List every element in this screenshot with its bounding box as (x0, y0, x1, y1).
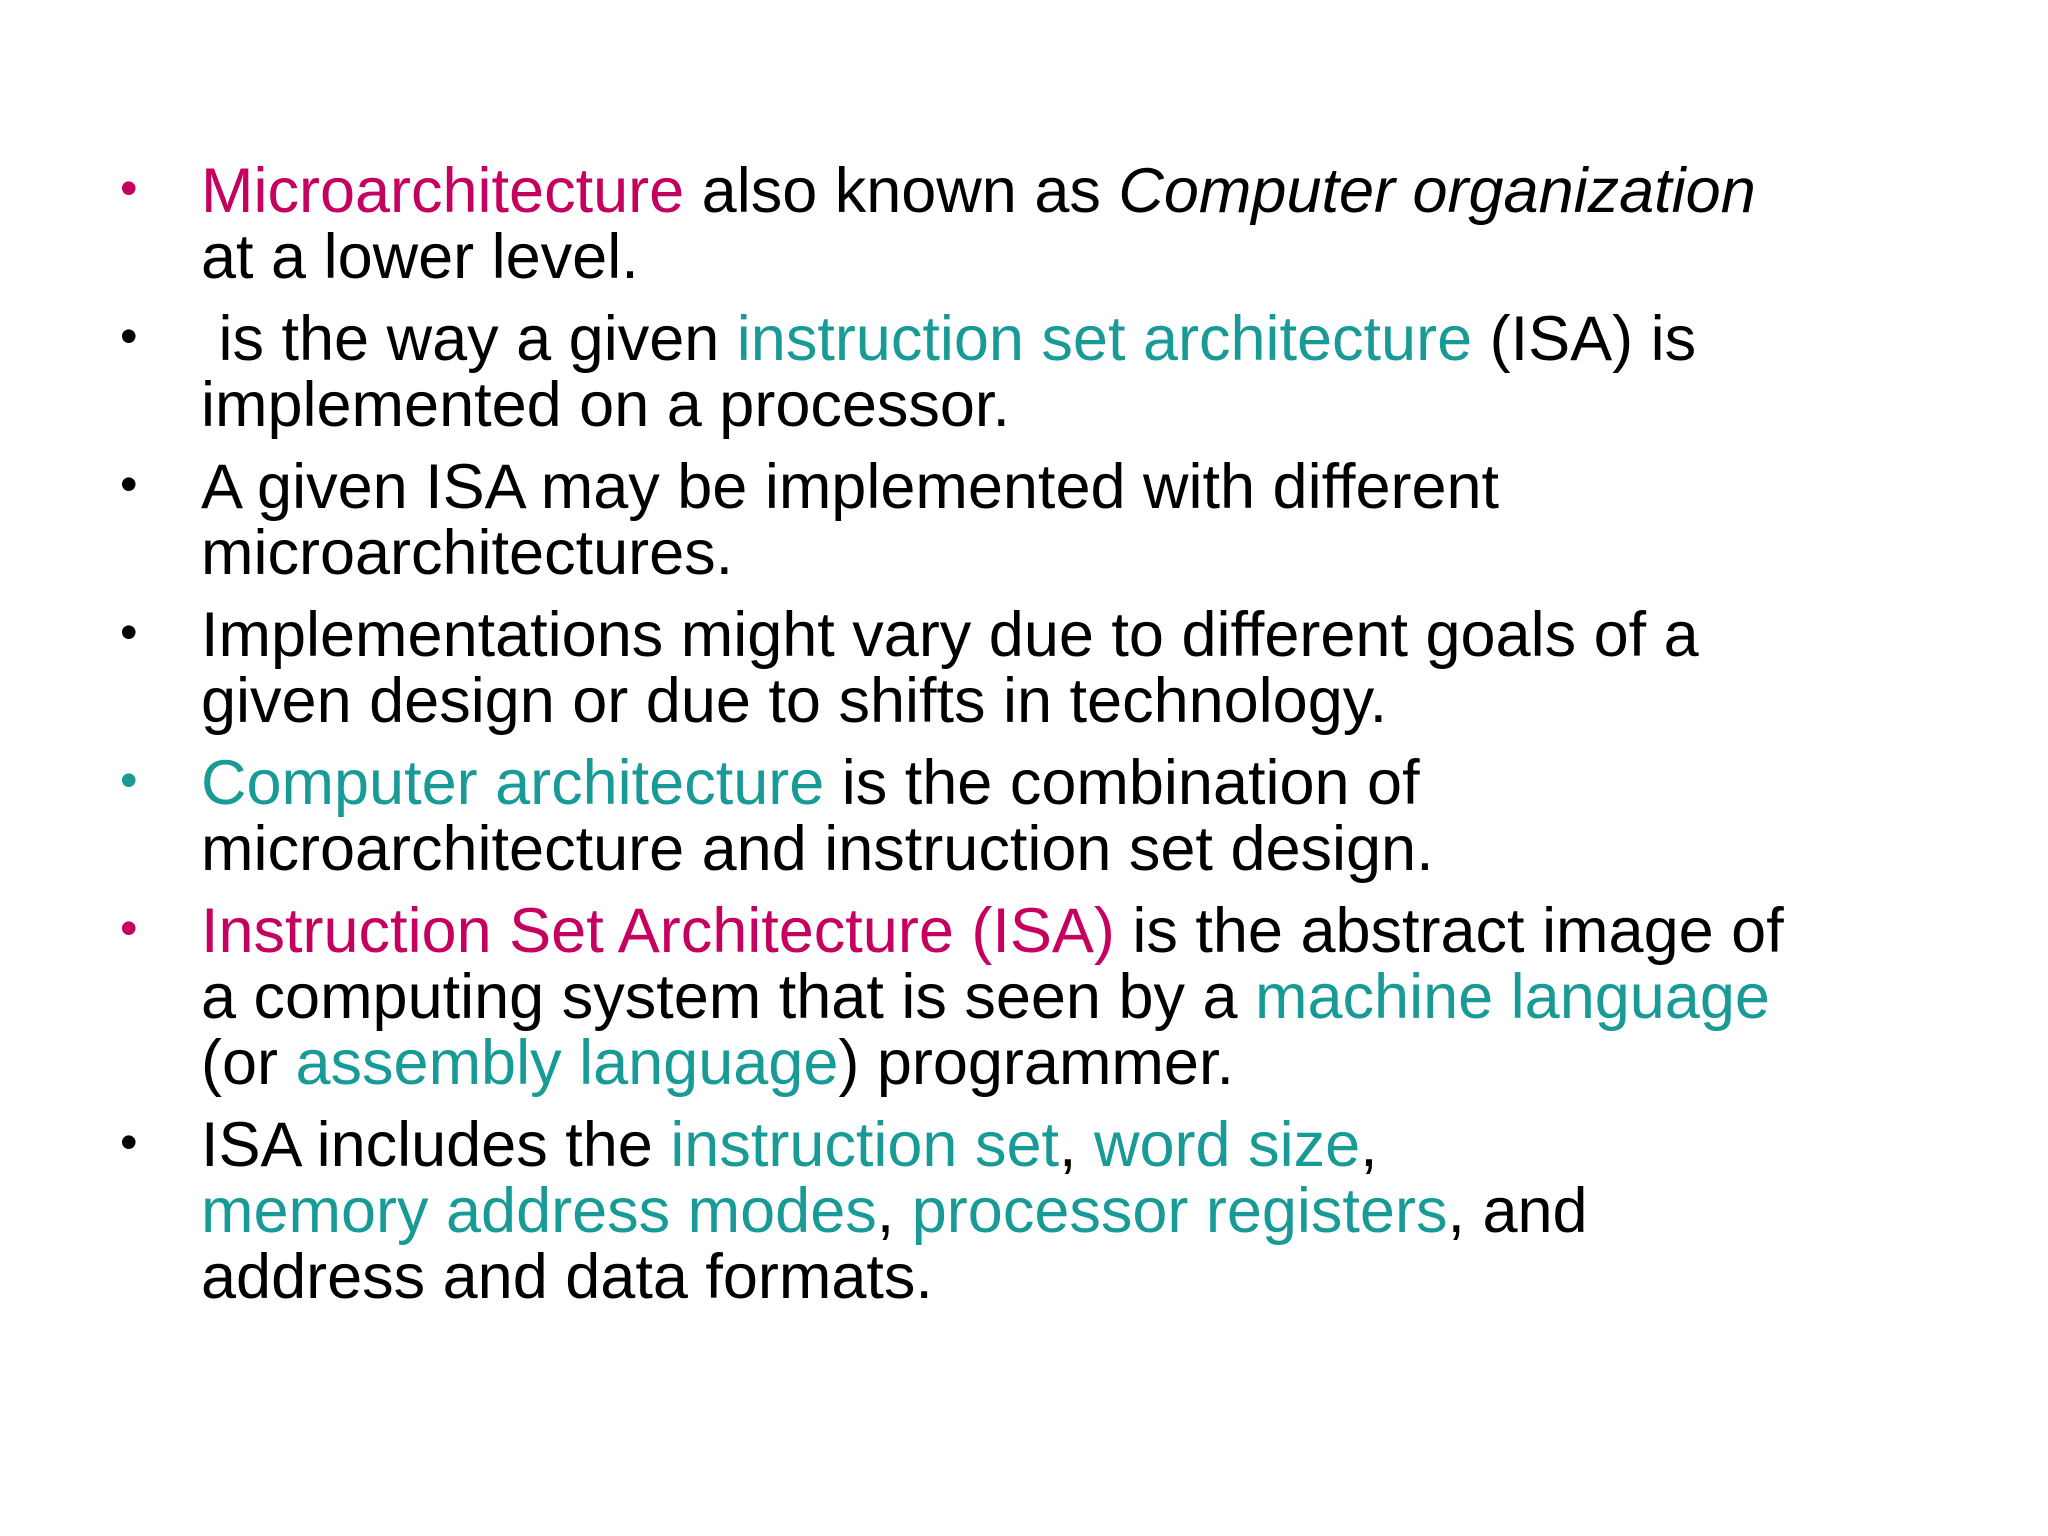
bullet-text: implemented on a processor. (201, 370, 1010, 440)
bullet-text: Implementations might vary due to different goals of a (201, 600, 1699, 670)
bullet-text: given design or due to shifts in technology. (201, 666, 1388, 736)
bullet-line (201, 454, 1980, 520)
bullet-text: is the abstract image of (1114, 896, 1784, 966)
bullet-text: (ISA) is (1472, 304, 1697, 374)
link-computer-architecture[interactable]: Computer architecture (201, 748, 825, 818)
link-assembly-language[interactable]: assembly language (295, 1028, 839, 1098)
bullet-text: at a lower level. (201, 222, 639, 292)
bullet-item (120, 454, 1980, 586)
bullet-text: ISA includes the (201, 1110, 671, 1180)
bullet-text: , and (1447, 1176, 1588, 1246)
bullet-item (120, 306, 1980, 438)
bullet-line (201, 750, 1980, 816)
bullet-line (201, 158, 1980, 224)
bullet-dot-icon: • (120, 752, 138, 808)
term-computer-organization: Computer organization (1118, 156, 1756, 226)
bullet-dot-icon: • (120, 604, 138, 660)
bullet-line (201, 372, 1980, 438)
term-isa: Instruction Set Architecture (ISA) (201, 896, 1115, 966)
bullet-text: , (1059, 1110, 1095, 1180)
bullet-text: A given ISA may be implemented with different (201, 452, 1500, 522)
link-machine-language[interactable]: machine language (1255, 962, 1770, 1032)
bullet-text: , (1360, 1110, 1378, 1180)
bullet-line (201, 1178, 1980, 1244)
link-word-size[interactable]: word size (1094, 1110, 1361, 1180)
link-instruction-set[interactable]: instruction set (670, 1110, 1059, 1180)
bullet-line (201, 816, 1980, 882)
bullet-text: also known as (684, 156, 1119, 226)
bullet-text: is the way a given (201, 304, 737, 374)
bullet-line (201, 668, 1980, 734)
bullet-text: (or (201, 1028, 296, 1098)
bullet-dot-icon: • (120, 900, 138, 956)
bullet-item (120, 158, 1980, 290)
bullet-line (201, 224, 1980, 290)
bullet-text: ) programmer. (838, 1028, 1234, 1098)
bullet-text: , (876, 1176, 912, 1246)
bullet-item (120, 898, 1980, 1096)
bullet-list (120, 158, 1980, 1326)
bullet-text: microarchitectures. (201, 518, 734, 588)
bullet-line (201, 306, 1980, 372)
bullet-line (201, 1244, 1980, 1310)
bullet-item (120, 602, 1980, 734)
bullet-item (120, 1112, 1980, 1310)
term-microarchitecture: Microarchitecture (201, 156, 685, 226)
bullet-item (120, 750, 1980, 882)
bullet-text: is the combination of (824, 748, 1420, 818)
bullet-text: address and data formats. (201, 1242, 933, 1312)
bullet-dot-icon: • (120, 308, 138, 364)
bullet-text: microarchitecture and instruction set design. (201, 814, 1434, 884)
bullet-line (201, 964, 1980, 1030)
bullet-text: a computing system that is seen by a (201, 962, 1256, 1032)
bullet-line (201, 1030, 1980, 1096)
bullet-dot-icon: • (120, 456, 138, 512)
bullet-line (201, 1112, 1980, 1178)
bullet-dot-icon: • (120, 1114, 138, 1170)
bullet-dot-icon: • (120, 160, 138, 216)
bullet-line (201, 898, 1980, 964)
link-instruction-set-architecture[interactable]: instruction set architecture (736, 304, 1473, 374)
bullet-line (201, 520, 1980, 586)
link-processor-registers[interactable]: processor registers (911, 1176, 1448, 1246)
bullet-line (201, 602, 1980, 668)
link-memory-address-modes[interactable]: memory address modes (201, 1176, 877, 1246)
